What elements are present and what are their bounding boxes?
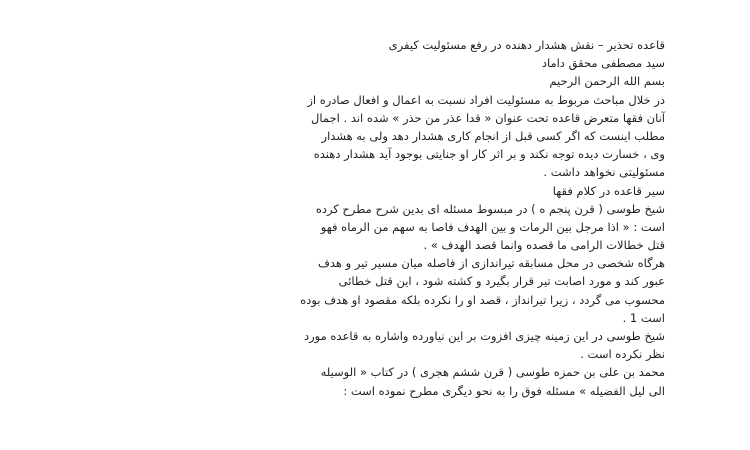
- author-name: سید مصطفی محقق داماد: [541, 56, 665, 71]
- document-body: [95, 36, 665, 400]
- paragraph-line: شیخ طوسی ( قرن پنجم ه ) در مبسوط مسئله ای بدین شرح مطرح کرده: [315, 201, 665, 216]
- paragraph-line: است : « اذا مرجل بین الرمات و بین الهدف فاصا به سهم من الرماه فهو: [320, 219, 665, 234]
- paragraph-line: وی ، خسارت دیده توجه نکند و بر اثر کار او جنایتی بوجود آید هشدار دهنده: [313, 147, 665, 162]
- paragraph-line: الی لیل الفضیله » مسئله فوق را به نحو دیگری مطرح نموده است :: [343, 383, 665, 398]
- document-title: قاعده تحذیر – نقش هشدار دهنده در رفع مسئولیت کیفری: [388, 38, 665, 52]
- paragraph-line: قتل خطالات الرامی ما قصده وانما قصد الهدف » .: [423, 238, 665, 253]
- paragraph-line: محسوب می گردد ، زیرا تیرانداز ، قصد او را نکرده بلکه مقصود او هدف بوده: [300, 292, 665, 307]
- paragraph-line: است 1 .: [622, 310, 665, 325]
- paragraph-line: هرگاه شخصی در محل مسابقه تیراندازی از فاصله میان مسیر تیر و هدف: [317, 256, 665, 271]
- paragraph-line: مسئولیتی نخواهد داشت .: [543, 165, 665, 180]
- paragraph-line: عبور کند و مورد اصابت تیر قرار بگیرد و کشته شود ، این قتل خطائی: [338, 274, 665, 289]
- paragraph-line: نظر نکرده است .: [580, 347, 665, 362]
- basmala: بسم الله الرحمن الرحیم: [549, 74, 665, 89]
- paragraph-line: مطلب اینست که اگر کسی قبل از انجام کاری هشدار دهد ولی به هشدار: [321, 128, 665, 143]
- paragraph-line: آنان فقها متعرض قاعده تحت عنوان « قدا عذر من حذر » شده اند . اجمال: [311, 110, 665, 125]
- paragraph-line: در خلال مباحث مربوط به مسئولیت افراد نسبت به اعمال و افعال صادره از: [307, 92, 665, 107]
- section-heading: سیر قاعده در کلام فقها: [552, 183, 665, 198]
- paragraph-line: محمد بن علی بن حمزه طوسی ( قرن ششم هجری ) در کتاب « الوسیله: [320, 365, 665, 380]
- paragraph-line: شیخ طوسی در این زمینه چیزی افزوت بر این نیاورده واشاره به قاعده مورد: [303, 329, 665, 343]
